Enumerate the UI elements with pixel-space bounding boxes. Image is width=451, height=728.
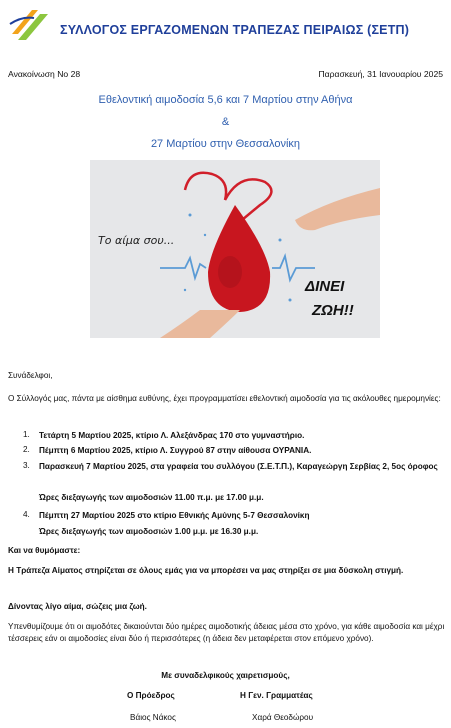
banner-text-right-1: ΔΙΝΕΙ [305, 278, 345, 295]
banner-text-right-2: ΖΩΗ!! [312, 302, 354, 319]
list-item-number: 4. [23, 510, 30, 519]
closing-greeting: Με συναδελφικούς χαιρετισμούς, [161, 671, 290, 680]
president-role: Ο Πρόεδρος [127, 691, 175, 700]
remember-heading: Και να θυμόμαστε: [8, 546, 81, 555]
list-item-number: 3. [23, 461, 30, 470]
list-item-text: Πέμπτη 27 Μαρτίου 2025 στο κτίριο Εθνικής Αμύνης 5-7 Θεσσαλονίκη [39, 511, 310, 520]
announcement-number: Ανακοίνωση Νο 28 [8, 69, 81, 79]
list-item-number: 2. [23, 445, 30, 454]
president-name: Βάιος Νάκος [130, 713, 176, 722]
secretary-name: Χαρά Θεοδώρου [252, 713, 314, 722]
headline-line-1: Εθελοντική αιμοδοσία 5,6 και 7 Μαρτίου στην Αθήνα [98, 94, 353, 106]
leave-reminder: Υπενθυμίζουμε ότι οι αιμοδότες δικαιούνται δύο ημέρες αιμοδοτικής άδειας μέσα στο χρόνο, για κάθε αιμοδοσία και μέχρι τέσσερεις εάν οι αιμοδοσίες είναι δύο ή περισσότερες (η άδεια δεν μεταφέρεται στον επόμενο χρόνο). [8, 622, 445, 643]
hours-athens: Ώρες διεξαγωγής των αιμοδοσιών 11.00 π.μ. με 17.00 μ.μ. [39, 493, 264, 502]
announcement-date: Παρασκευή, 31 Ιανουαρίου 2025 [318, 69, 443, 79]
headline-line-2: 27 Μαρτίου στην Θεσσαλονίκη [150, 138, 301, 150]
blood-bank-note: Η Τράπεζα Αίματος στηρίζεται σε όλους εμάς για να μπορέσει να μας στηρίξει σε μια δύσκολη στιγμή. [8, 566, 404, 575]
intro-paragraph: Ο Σύλλογός μας, πάντα με αίσθημα ευθύνης, έχει προγραμματίσει εθελοντική αιμοδοσία για τις ακόλουθες ημερομηνίες: [8, 394, 441, 403]
banner-text-left: Το αίμα σου... [98, 234, 175, 247]
list-item-text: Παρασκευή 7 Μαρτίου 2025, στα γραφεία του συλλόγου (Σ.Ε.Τ.Π.), Καραγεώργη Σερβίας 2, 5ος όροφος [39, 462, 438, 471]
slogan: Δίνοντας λίγο αίμα, σώζεις μια ζωή. [8, 602, 147, 611]
headline-ampersand: & [221, 116, 230, 128]
blood-donation-banner [90, 160, 380, 338]
secretary-role: Η Γεν. Γραμματέας [240, 691, 313, 700]
greeting: Συνάδελφοι, [8, 371, 53, 380]
list-item-number: 1. [23, 430, 30, 439]
hours-thessaloniki: Ώρες διεξαγωγής των αιμοδοσιών 1.00 μ.μ. με 16.30 μ.μ. [39, 527, 259, 536]
list-item-text: Τετάρτη 5 Μαρτίου 2025, κτίριο Λ. Αλεξάνδρας 170 στο γυμναστήριο. [39, 431, 305, 440]
logo [8, 4, 54, 48]
organization-title: ΣΥΛΛΟΓΟΣ ΕΡΓΑΖΟΜΕΝΩΝ ΤΡΑΠΕΖΑΣ ΠΕΙΡΑΙΩΣ (ΣΕΤΠ) [60, 23, 410, 37]
list-item-text: Πέμπτη 6 Μαρτίου 2025, κτίριο Λ. Συγγρού 87 στην αίθουσα ΟΥΡΑΝΙΑ. [39, 446, 312, 455]
